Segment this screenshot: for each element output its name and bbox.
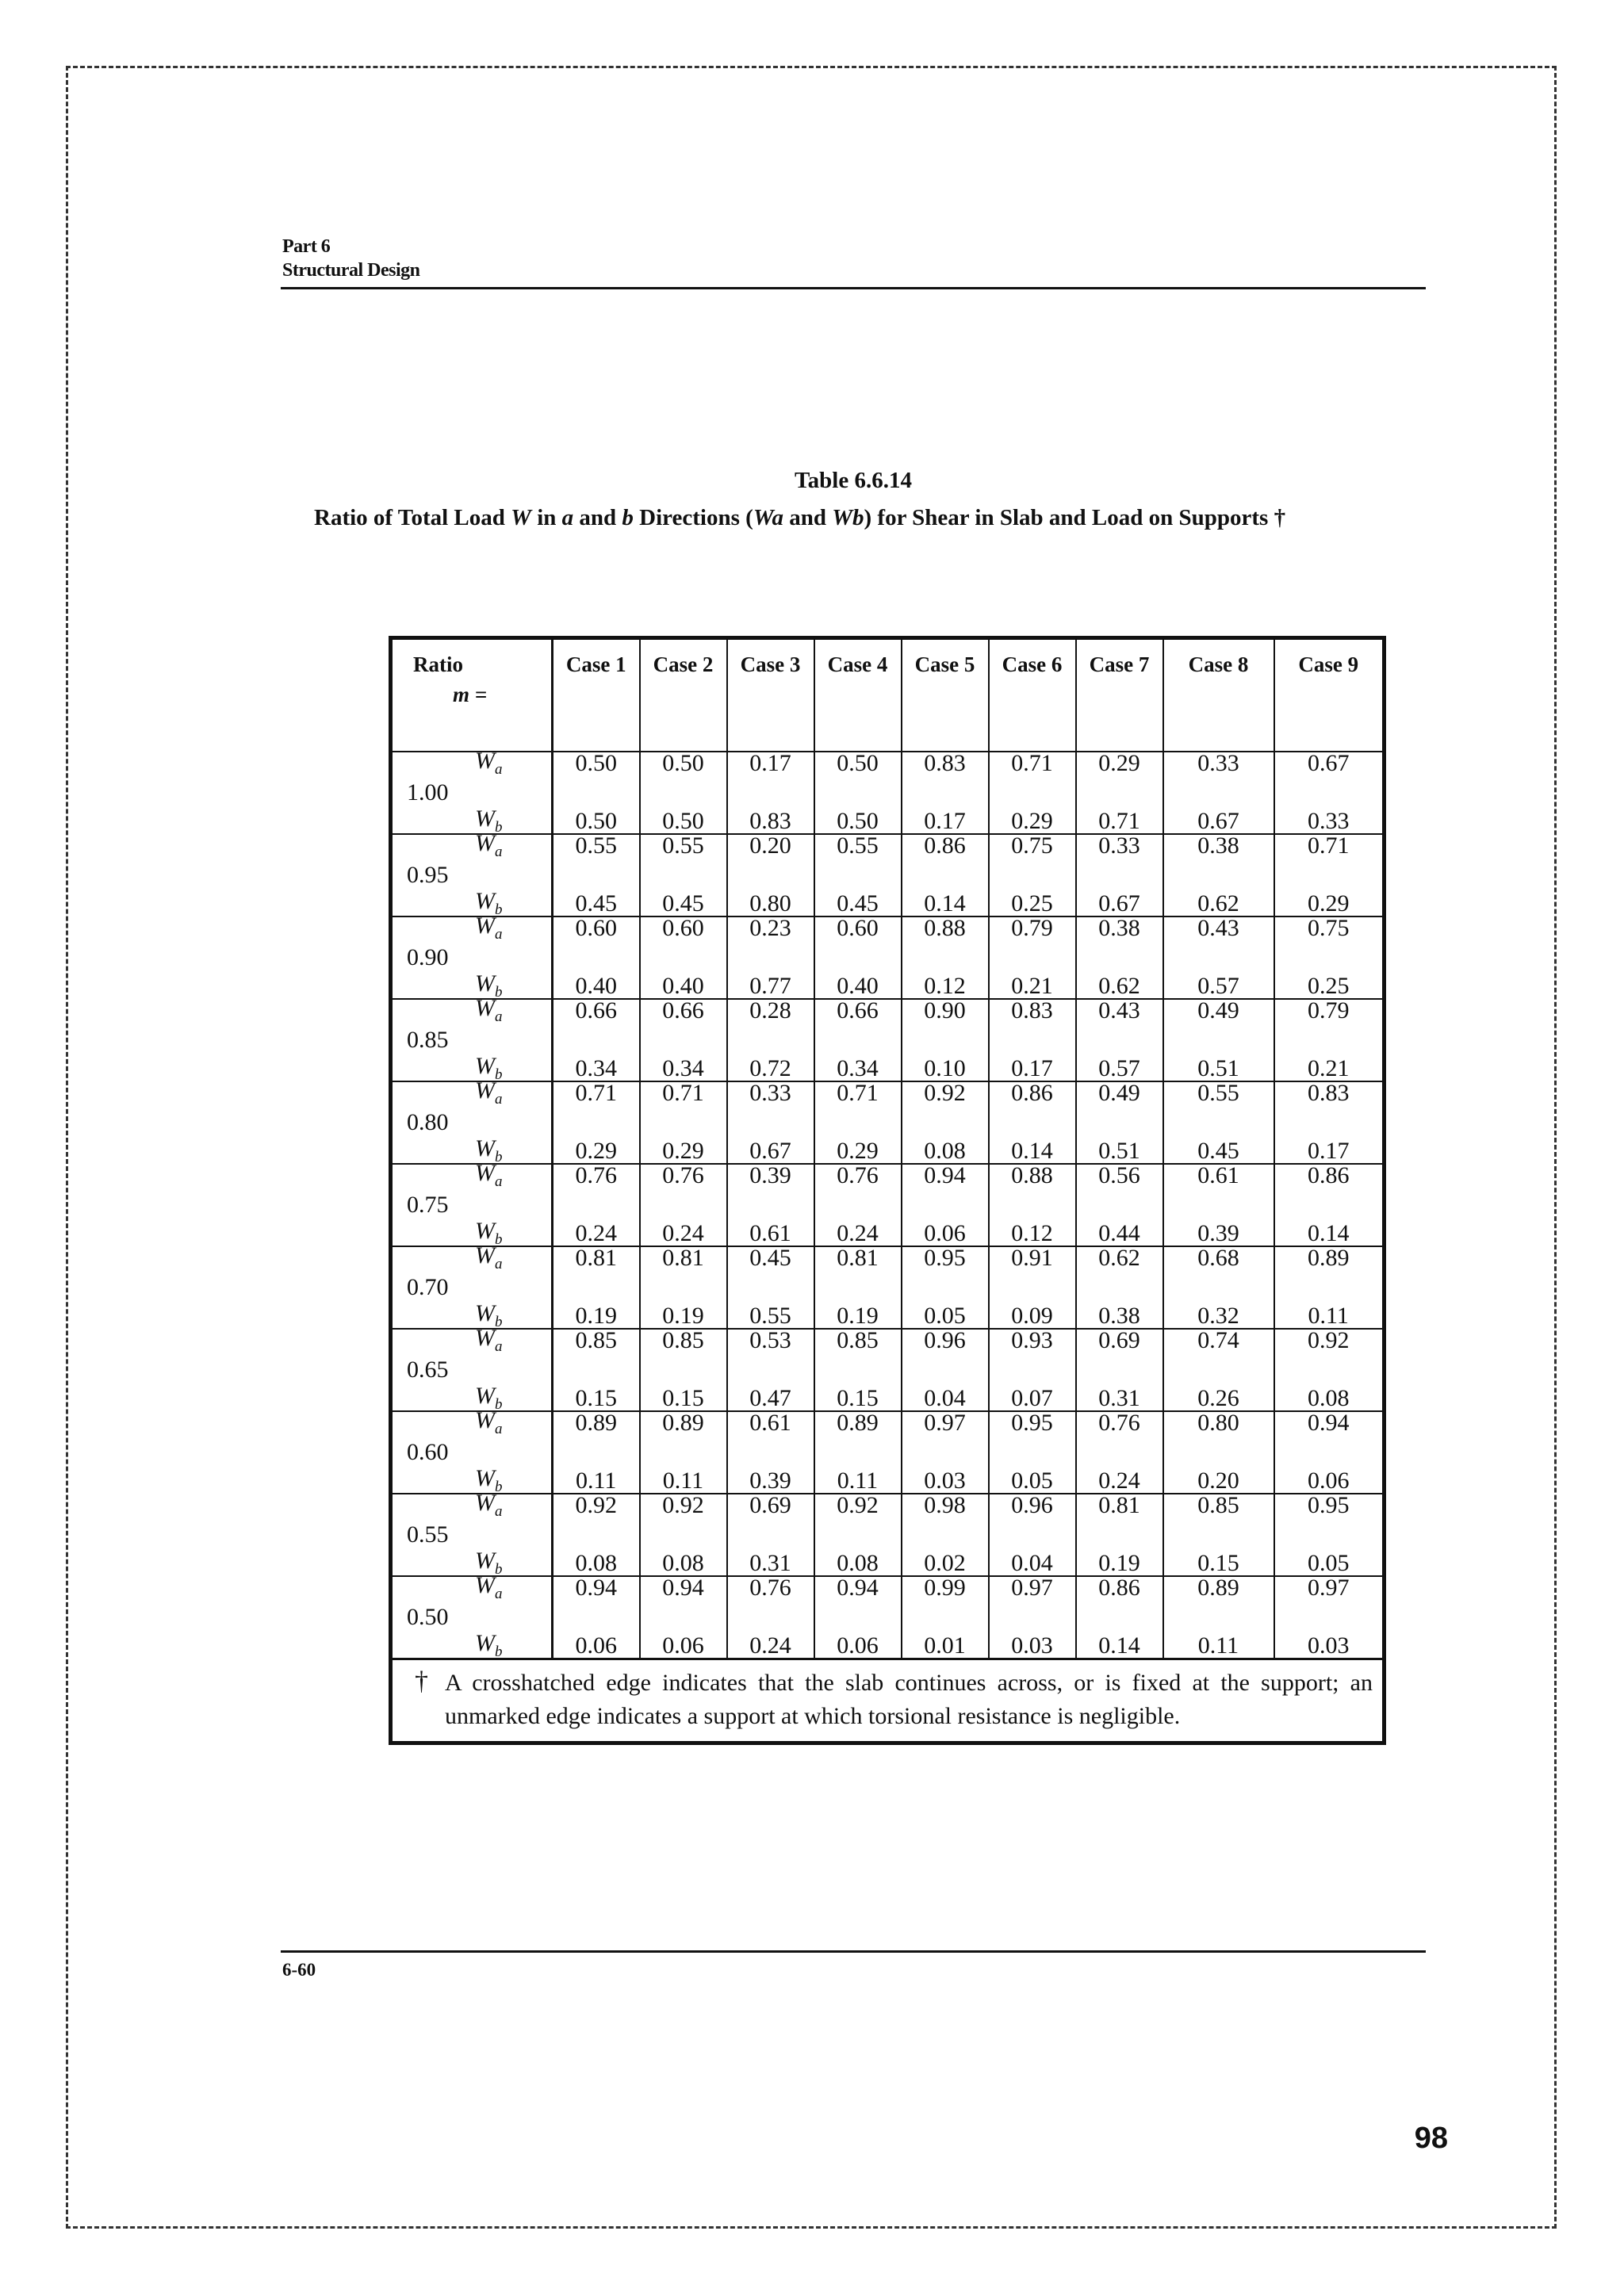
wa-value-cell: 0.94 [814, 1576, 902, 1617]
wa-value-cell: 0.39 [727, 1164, 814, 1205]
wb-value-cell: 0.29 [553, 1123, 640, 1164]
wb-symbol: $W_b$ [475, 1135, 503, 1165]
wb-value-cell: 0.47 [727, 1370, 814, 1411]
wa-value-cell: 0.92 [640, 1494, 727, 1535]
wb-value-cell: 0.44 [1076, 1205, 1163, 1246]
wb-value-cell: 0.25 [1274, 958, 1385, 999]
page-number: 98 [1414, 2122, 1448, 2155]
wa-value-cell: 0.55 [1163, 1081, 1274, 1123]
wb-value-cell: 0.34 [553, 1040, 640, 1081]
wb-value-cell: 0.29 [989, 793, 1076, 834]
wb-symbol: $W_b$ [475, 1548, 503, 1578]
wb-value-cell: 0.09 [989, 1288, 1076, 1329]
wa-value-cell: 0.98 [902, 1494, 989, 1535]
wa-value-cell: 0.85 [640, 1329, 727, 1370]
wa-value-cell: 0.86 [902, 834, 989, 875]
wa-value-cell: 0.81 [553, 1246, 640, 1288]
wa-value-cell: 0.66 [814, 999, 902, 1040]
ratio-value: 0.55 [407, 1521, 449, 1548]
wb-value-cell: 0.31 [727, 1535, 814, 1576]
wb-value-cell: 0.11 [640, 1452, 727, 1494]
table-row-wa [391, 1411, 1385, 1452]
wa-value-cell: 0.76 [814, 1164, 902, 1205]
wa-value-cell: 0.83 [902, 752, 989, 793]
section-label: Structural Design [282, 260, 420, 281]
wb-value-cell: 0.32 [1163, 1288, 1274, 1329]
wb-value-cell: 0.40 [814, 958, 902, 999]
wa-value-cell: 0.71 [814, 1081, 902, 1123]
wb-value-cell: 0.40 [553, 958, 640, 999]
wb-value-cell: 0.06 [640, 1617, 727, 1659]
wa-value-cell: 0.71 [1274, 834, 1385, 875]
wb-value-cell: 0.62 [1076, 958, 1163, 999]
wa-value-cell: 0.91 [989, 1246, 1076, 1288]
wa-value-cell: 0.97 [989, 1576, 1076, 1617]
wb-value-cell: 0.29 [1274, 875, 1385, 916]
wb-value-cell: 0.61 [727, 1205, 814, 1246]
wa-value-cell: 0.93 [989, 1329, 1076, 1370]
wb-value-cell: 0.01 [902, 1617, 989, 1659]
wa-symbol: $W_a$ [475, 1325, 503, 1355]
wa-value-cell: 0.97 [902, 1411, 989, 1452]
wb-value-cell: 0.20 [1163, 1452, 1274, 1494]
wa-value-cell: 0.89 [1163, 1576, 1274, 1617]
case-header: Case 7 [1076, 638, 1163, 752]
wb-value-cell: 0.11 [553, 1452, 640, 1494]
wa-value-cell: 0.66 [553, 999, 640, 1040]
wb-value-cell: 0.33 [1274, 793, 1385, 834]
wa-value-cell: 0.67 [1274, 752, 1385, 793]
wa-symbol: $W_a$ [475, 913, 503, 943]
wa-value-cell: 0.69 [1076, 1329, 1163, 1370]
wa-value-cell: 0.89 [1274, 1246, 1385, 1288]
wb-value-cell: 0.15 [640, 1370, 727, 1411]
wb-value-cell: 0.03 [902, 1452, 989, 1494]
wa-value-cell: 0.17 [727, 752, 814, 793]
ratio-value: 0.70 [407, 1274, 449, 1300]
wb-value-cell: 0.24 [727, 1617, 814, 1659]
wa-symbol: $W_a$ [475, 1572, 503, 1602]
wa-value-cell: 0.75 [989, 834, 1076, 875]
wb-value-cell: 0.19 [1076, 1535, 1163, 1576]
ratio-cell [391, 1242, 553, 1330]
wb-value-cell: 0.08 [902, 1123, 989, 1164]
wa-value-cell: 0.62 [1076, 1246, 1163, 1288]
wa-symbol: $W_a$ [475, 1407, 503, 1437]
footnote-row [391, 1659, 1385, 1743]
wb-value-cell: 0.39 [727, 1452, 814, 1494]
wb-symbol: $W_b$ [475, 1465, 503, 1495]
wb-value-cell: 0.80 [727, 875, 814, 916]
wa-value-cell: 0.56 [1076, 1164, 1163, 1205]
wa-value-cell: 0.85 [1163, 1494, 1274, 1535]
ratio-cell [391, 830, 553, 918]
ratio-cell [391, 913, 553, 1001]
wb-value-cell: 0.15 [1163, 1535, 1274, 1576]
wa-value-cell: 0.80 [1163, 1411, 1274, 1452]
wa-value-cell: 0.43 [1076, 999, 1163, 1040]
wb-symbol: $W_b$ [475, 1053, 503, 1083]
wa-symbol: $W_a$ [475, 1077, 503, 1108]
wb-value-cell: 0.21 [989, 958, 1076, 999]
table-header-row [391, 638, 1385, 752]
wa-value-cell: 0.88 [902, 916, 989, 958]
wa-value-cell: 0.86 [1076, 1576, 1163, 1617]
wb-value-cell: 0.45 [640, 875, 727, 916]
wa-symbol: $W_a$ [475, 748, 503, 778]
wa-value-cell: 0.20 [727, 834, 814, 875]
header-rule [281, 287, 1426, 289]
wb-value-cell: 0.06 [553, 1617, 640, 1659]
wa-value-cell: 0.89 [814, 1411, 902, 1452]
wa-value-cell: 0.81 [1076, 1494, 1163, 1535]
wa-value-cell: 0.79 [989, 916, 1076, 958]
wa-value-cell: 0.55 [814, 834, 902, 875]
wb-symbol: $W_b$ [475, 888, 503, 918]
wa-value-cell: 0.76 [727, 1576, 814, 1617]
wb-value-cell: 0.77 [727, 958, 814, 999]
wb-value-cell: 0.05 [902, 1288, 989, 1329]
case-header: Case 9 [1274, 638, 1385, 752]
caption-dagger: † [1274, 505, 1286, 530]
wb-value-cell: 0.04 [989, 1535, 1076, 1576]
table-footnote [391, 1659, 1385, 1743]
wa-value-cell: 0.76 [553, 1164, 640, 1205]
wa-value-cell: 0.71 [553, 1081, 640, 1123]
wa-value-cell: 0.33 [1163, 752, 1274, 793]
wa-value-cell: 0.29 [1076, 752, 1163, 793]
wa-value-cell: 0.68 [1163, 1246, 1274, 1288]
wa-value-cell: 0.75 [1274, 916, 1385, 958]
wb-value-cell: 0.51 [1163, 1040, 1274, 1081]
wb-value-cell: 0.24 [553, 1205, 640, 1246]
case-header: Case 2 [640, 638, 727, 752]
wb-value-cell: 0.25 [989, 875, 1076, 916]
part-label: Part 6 [282, 236, 331, 257]
wb-value-cell: 0.06 [902, 1205, 989, 1246]
wa-value-cell: 0.53 [727, 1329, 814, 1370]
wb-value-cell: 0.02 [902, 1535, 989, 1576]
wa-value-cell: 0.76 [1076, 1411, 1163, 1452]
ratio-value: 0.60 [407, 1439, 449, 1465]
wb-value-cell: 0.72 [727, 1040, 814, 1081]
wb-value-cell: 0.14 [1274, 1205, 1385, 1246]
wb-value-cell: 0.08 [640, 1535, 727, 1576]
wa-value-cell: 0.90 [902, 999, 989, 1040]
wb-value-cell: 0.12 [902, 958, 989, 999]
wb-value-cell: 0.57 [1076, 1040, 1163, 1081]
wa-value-cell: 0.74 [1163, 1329, 1274, 1370]
wb-value-cell: 0.15 [814, 1370, 902, 1411]
wa-value-cell: 0.23 [727, 916, 814, 958]
wa-value-cell: 0.88 [989, 1164, 1076, 1205]
wb-symbol: $W_b$ [475, 1300, 503, 1330]
ratio-value: 0.75 [407, 1192, 449, 1218]
ratio-value: 0.90 [407, 944, 449, 970]
ratio-cell [391, 1407, 553, 1495]
wa-value-cell: 0.99 [902, 1576, 989, 1617]
wa-value-cell: 0.79 [1274, 999, 1385, 1040]
wa-value-cell: 0.92 [553, 1494, 640, 1535]
wb-value-cell: 0.67 [727, 1123, 814, 1164]
wa-value-cell: 0.71 [640, 1081, 727, 1123]
wb-value-cell: 0.67 [1163, 793, 1274, 834]
table-number: Table 6.6.14 [795, 468, 912, 493]
wb-value-cell: 0.40 [640, 958, 727, 999]
wb-value-cell: 0.38 [1076, 1288, 1163, 1329]
ratio-value: 0.85 [407, 1027, 449, 1053]
table-caption: Ratio of Total Load W in a and b Directions (Wa and Wb) for Shear in Slab and Load on Supports † [314, 505, 1286, 530]
wb-value-cell: 0.19 [553, 1288, 640, 1329]
wa-value-cell: 0.61 [1163, 1164, 1274, 1205]
case-header: Case 8 [1163, 638, 1274, 752]
wb-value-cell: 0.10 [902, 1040, 989, 1081]
wb-value-cell: 0.55 [727, 1288, 814, 1329]
wb-value-cell: 0.17 [989, 1040, 1076, 1081]
table-row-wa [391, 834, 1385, 875]
ratio-cell [391, 1077, 553, 1165]
ratio-cell [391, 1490, 553, 1578]
wa-value-cell: 0.55 [553, 834, 640, 875]
ratio-cell [391, 1572, 553, 1660]
ratio-cell [391, 995, 553, 1083]
wb-value-cell: 0.24 [814, 1205, 902, 1246]
wb-value-cell: 0.11 [1274, 1288, 1385, 1329]
wa-value-cell: 0.83 [989, 999, 1076, 1040]
wb-symbol: $W_b$ [475, 1383, 503, 1413]
wa-value-cell: 0.61 [727, 1411, 814, 1452]
wa-value-cell: 0.92 [814, 1494, 902, 1535]
wb-symbol: $W_b$ [475, 1218, 503, 1248]
wb-value-cell: 0.06 [814, 1617, 902, 1659]
table-row-wa [391, 1081, 1385, 1123]
footnote-text: A crosshatched edge indicates that the slab continues across, or is fixed at the support; an unmarked edge indicates a support at which torsional resistance is negligible. [445, 1670, 1373, 1729]
table-row-wa [391, 1164, 1385, 1205]
wb-value-cell: 0.19 [640, 1288, 727, 1329]
wb-value-cell: 0.29 [640, 1123, 727, 1164]
wb-value-cell: 0.19 [814, 1288, 902, 1329]
wb-value-cell: 0.15 [553, 1370, 640, 1411]
wb-value-cell: 0.50 [814, 793, 902, 834]
ratio-value: 0.95 [407, 862, 449, 888]
wb-value-cell: 0.12 [989, 1205, 1076, 1246]
wa-value-cell: 0.49 [1076, 1081, 1163, 1123]
wb-symbol: $W_b$ [475, 1630, 503, 1660]
table-row-wa [391, 916, 1385, 958]
wa-value-cell: 0.85 [553, 1329, 640, 1370]
wa-symbol: $W_a$ [475, 1160, 503, 1190]
wa-value-cell: 0.50 [553, 752, 640, 793]
wb-value-cell: 0.83 [727, 793, 814, 834]
wb-value-cell: 0.45 [1163, 1123, 1274, 1164]
wa-value-cell: 0.94 [553, 1576, 640, 1617]
wb-value-cell: 0.34 [814, 1040, 902, 1081]
wa-value-cell: 0.38 [1163, 834, 1274, 875]
footer-rule [281, 1950, 1426, 1953]
wa-value-cell: 0.66 [640, 999, 727, 1040]
ratio-value: 0.50 [407, 1604, 449, 1630]
wa-value-cell: 0.85 [814, 1329, 902, 1370]
wa-value-cell: 0.50 [814, 752, 902, 793]
wb-value-cell: 0.14 [1076, 1617, 1163, 1659]
ratio-value: 0.65 [407, 1357, 449, 1383]
ratio-header: Ratio m = [391, 638, 553, 752]
wb-value-cell: 0.17 [1274, 1123, 1385, 1164]
wb-value-cell: 0.31 [1076, 1370, 1163, 1411]
wb-value-cell: 0.04 [902, 1370, 989, 1411]
wb-value-cell: 0.24 [1076, 1452, 1163, 1494]
wa-value-cell: 0.95 [902, 1246, 989, 1288]
wa-value-cell: 0.89 [553, 1411, 640, 1452]
wb-value-cell: 0.21 [1274, 1040, 1385, 1081]
case-header: Case 6 [989, 638, 1076, 752]
wa-value-cell: 0.97 [1274, 1576, 1385, 1617]
wb-value-cell: 0.71 [1076, 793, 1163, 834]
load-ratio-table [389, 636, 1386, 1745]
wa-value-cell: 0.33 [727, 1081, 814, 1123]
wb-value-cell: 0.29 [814, 1123, 902, 1164]
wa-value-cell: 0.28 [727, 999, 814, 1040]
ratio-cell [391, 748, 553, 836]
wa-value-cell: 0.49 [1163, 999, 1274, 1040]
table-row-wa [391, 999, 1385, 1040]
wa-value-cell: 0.60 [814, 916, 902, 958]
wb-value-cell: 0.03 [989, 1617, 1076, 1659]
wa-value-cell: 0.94 [902, 1164, 989, 1205]
wb-value-cell: 0.57 [1163, 958, 1274, 999]
wb-value-cell: 0.24 [640, 1205, 727, 1246]
table-row-wa [391, 1494, 1385, 1535]
wa-symbol: $W_a$ [475, 1490, 503, 1520]
wb-value-cell: 0.67 [1076, 875, 1163, 916]
page-code: 6-60 [282, 1960, 316, 1980]
wb-value-cell: 0.03 [1274, 1617, 1385, 1659]
wb-value-cell: 0.14 [902, 875, 989, 916]
wa-value-cell: 0.81 [814, 1246, 902, 1288]
wa-value-cell: 0.43 [1163, 916, 1274, 958]
wa-value-cell: 0.50 [640, 752, 727, 793]
wb-value-cell: 0.08 [553, 1535, 640, 1576]
case-header: Case 3 [727, 638, 814, 752]
wa-value-cell: 0.89 [640, 1411, 727, 1452]
wa-value-cell: 0.76 [640, 1164, 727, 1205]
wb-value-cell: 0.14 [989, 1123, 1076, 1164]
table-row-wa [391, 752, 1385, 793]
wa-value-cell: 0.94 [640, 1576, 727, 1617]
wa-symbol: $W_a$ [475, 830, 503, 860]
wa-value-cell: 0.38 [1076, 916, 1163, 958]
wa-value-cell: 0.55 [640, 834, 727, 875]
wa-symbol: $W_a$ [475, 995, 503, 1025]
wa-value-cell: 0.33 [1076, 834, 1163, 875]
wb-symbol: $W_b$ [475, 970, 503, 1001]
wb-value-cell: 0.45 [814, 875, 902, 916]
table-row-wa [391, 1246, 1385, 1288]
wa-value-cell: 0.94 [1274, 1411, 1385, 1452]
wb-symbol: $W_b$ [475, 806, 503, 836]
wa-value-cell: 0.95 [1274, 1494, 1385, 1535]
table-row-wa [391, 1329, 1385, 1370]
table-row-wa [391, 1576, 1385, 1617]
wb-value-cell: 0.51 [1076, 1123, 1163, 1164]
wb-value-cell: 0.11 [814, 1452, 902, 1494]
wb-value-cell: 0.50 [640, 793, 727, 834]
ratio-value: 1.00 [407, 779, 449, 806]
wa-value-cell: 0.81 [640, 1246, 727, 1288]
ratio-value: 0.80 [407, 1109, 449, 1135]
running-head [282, 235, 1424, 282]
wb-value-cell: 0.62 [1163, 875, 1274, 916]
wa-value-cell: 0.96 [902, 1329, 989, 1370]
wb-value-cell: 0.39 [1163, 1205, 1274, 1246]
ratio-cell [391, 1325, 553, 1413]
wa-value-cell: 0.92 [1274, 1329, 1385, 1370]
ratio-cell [391, 1160, 553, 1248]
wa-value-cell: 0.95 [989, 1411, 1076, 1452]
wa-value-cell: 0.60 [553, 916, 640, 958]
wa-value-cell: 0.71 [989, 752, 1076, 793]
wb-value-cell: 0.07 [989, 1370, 1076, 1411]
wa-value-cell: 0.45 [727, 1246, 814, 1288]
wb-value-cell: 0.05 [1274, 1535, 1385, 1576]
footnote-dagger: † [415, 1667, 428, 1696]
case-header: Case 5 [902, 638, 989, 752]
wa-value-cell: 0.86 [1274, 1164, 1385, 1205]
case-header: Case 4 [814, 638, 902, 752]
wa-value-cell: 0.86 [989, 1081, 1076, 1123]
wb-value-cell: 0.06 [1274, 1452, 1385, 1494]
wb-value-cell: 0.05 [989, 1452, 1076, 1494]
wa-value-cell: 0.69 [727, 1494, 814, 1535]
wb-value-cell: 0.17 [902, 793, 989, 834]
wb-value-cell: 0.08 [1274, 1370, 1385, 1411]
wa-value-cell: 0.92 [902, 1081, 989, 1123]
wa-value-cell: 0.60 [640, 916, 727, 958]
wb-value-cell: 0.11 [1163, 1617, 1274, 1659]
wa-symbol: $W_a$ [475, 1242, 503, 1272]
wa-value-cell: 0.83 [1274, 1081, 1385, 1123]
wb-value-cell: 0.50 [553, 793, 640, 834]
wb-value-cell: 0.26 [1163, 1370, 1274, 1411]
wb-value-cell: 0.34 [640, 1040, 727, 1081]
wb-value-cell: 0.08 [814, 1535, 902, 1576]
wa-value-cell: 0.96 [989, 1494, 1076, 1535]
case-header: Case 1 [553, 638, 640, 752]
wb-value-cell: 0.45 [553, 875, 640, 916]
